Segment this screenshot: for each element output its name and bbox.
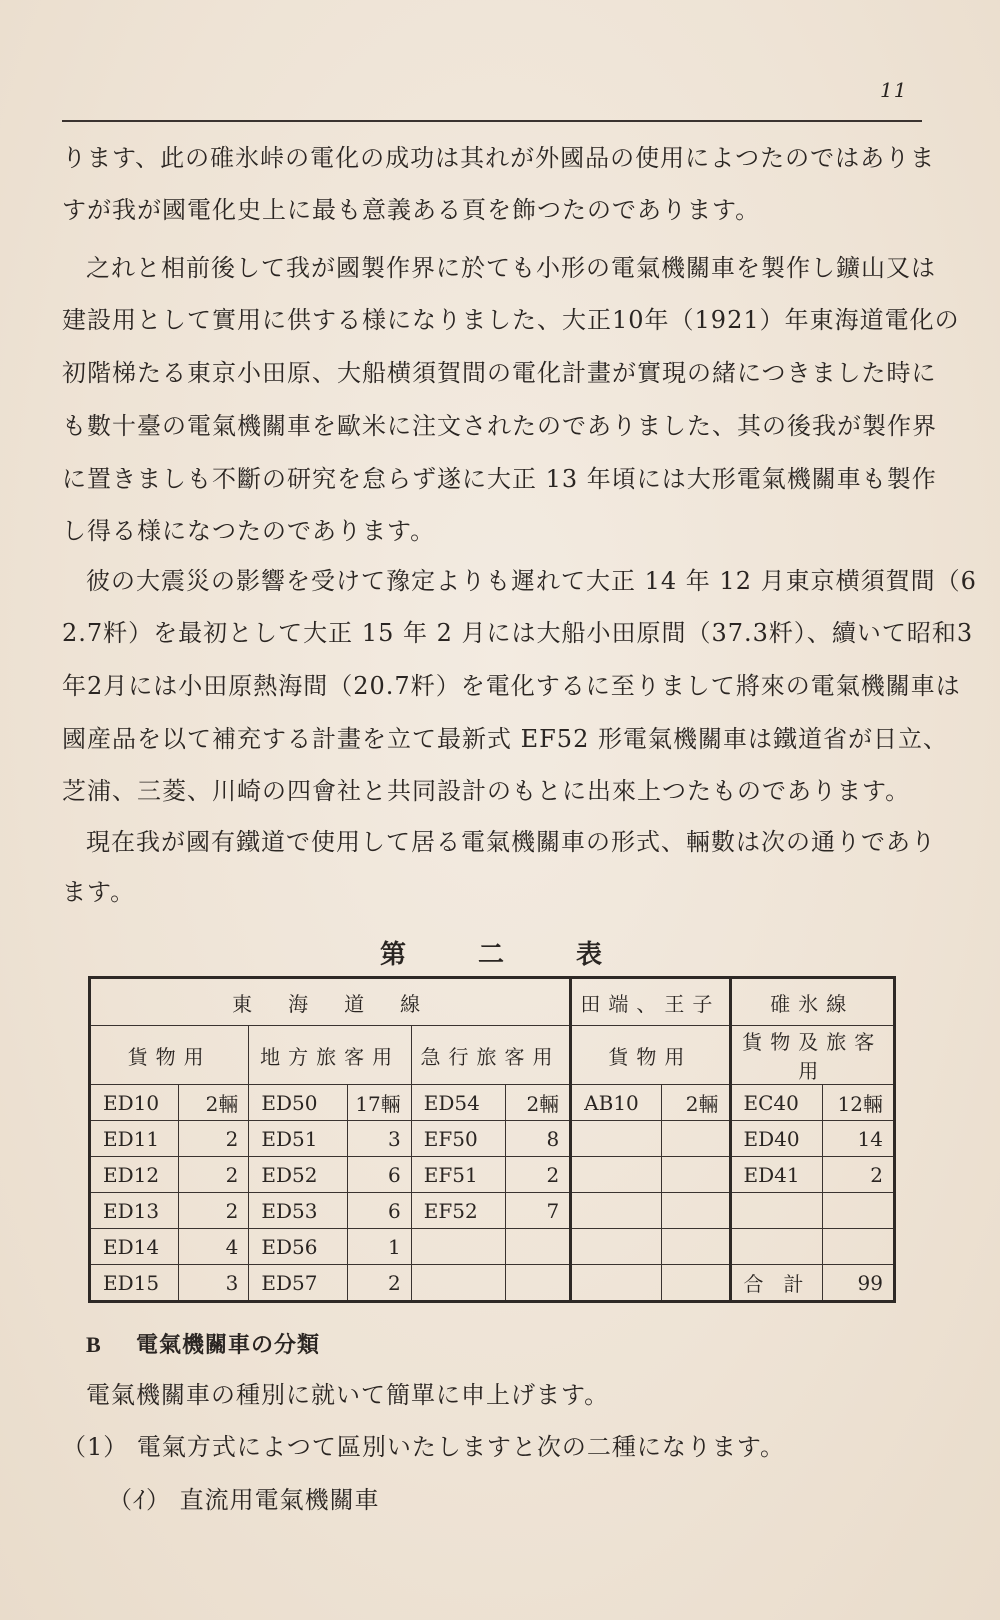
paragraph-line: 年2月には小田原熱海間（20.7粁）を電化するに至りまして將來の電氣機關車は xyxy=(62,672,961,700)
table-cell: 2 xyxy=(178,1193,249,1229)
table-cell xyxy=(730,1193,823,1229)
paragraph-line: も數十臺の電氣機關車を歐米に注文されたのでありました、其の後我が製作界 xyxy=(62,412,937,440)
paragraph-line: 初階梯たる東京小田原、大船横須賀間の電化計畫が實現の緒につきました時に xyxy=(62,359,937,387)
table-cell: EF51 xyxy=(411,1157,505,1193)
paragraph-line: 之れと相前後して我が國製作界に於ても小形の電氣機關車を製作し鑛山又は xyxy=(86,254,936,282)
paragraph-line: ります、此の碓氷峠の電化の成功は其れが外國品の使用によつたのではありま xyxy=(62,144,936,172)
section-letter: B xyxy=(86,1332,102,1357)
section-title: 電氣機關車の分類 xyxy=(136,1332,321,1358)
table-total-value: 99 xyxy=(823,1265,895,1302)
table-cell: 14 xyxy=(823,1121,895,1157)
group-usui: 碓氷線 xyxy=(730,978,894,1026)
table-sub-header xyxy=(90,1026,895,1085)
table-cell: 2 xyxy=(505,1157,571,1193)
subheader-cell: 貨物用 xyxy=(90,1026,249,1085)
subheader-cell: 貨物及旅客用 xyxy=(730,1026,894,1085)
paragraph-line: 國産品を以て補充する計畫を立て最新式 EF52 形電氣機關車は鐵道省が日立、 xyxy=(62,725,948,753)
table-cell xyxy=(661,1193,730,1229)
table-row xyxy=(90,1085,895,1121)
table-cell xyxy=(661,1157,730,1193)
list-item-number: （1） xyxy=(62,1433,129,1461)
table-cell xyxy=(823,1229,895,1265)
table-cell xyxy=(661,1265,730,1302)
table-cell: ED40 xyxy=(730,1121,823,1157)
table-cell: ED41 xyxy=(730,1157,823,1193)
table-group-header xyxy=(90,978,895,1026)
table-cell xyxy=(571,1157,662,1193)
table-cell xyxy=(571,1265,662,1302)
paragraph-line: すが我が國電化史上に最も意義ある頁を飾つたのであります。 xyxy=(62,196,761,224)
table-cell: 3 xyxy=(178,1265,249,1302)
header-rule xyxy=(62,120,922,122)
paragraph-line: 芝浦、三菱、川崎の四會社と共同設計のもとに出來上つたものであります。 xyxy=(62,777,911,805)
subheader-cell: 地方旅客用 xyxy=(249,1026,411,1085)
table-cell: ED51 xyxy=(249,1121,348,1157)
paragraph-line: に置きましも不斷の研究を怠らず遂に大正 13 年頃には大形電氣機關車も製作 xyxy=(62,465,937,493)
section-intro: 電氣機關車の種別に就いて簡單に申上げます。 xyxy=(86,1381,610,1409)
table-cell: 6 xyxy=(348,1157,412,1193)
paragraph-line: 彼の大震災の影響を受けて豫定よりも遲れて大正 14 年 12 月東京横須賀間（6 xyxy=(86,567,977,595)
table-cell: ED13 xyxy=(90,1193,179,1229)
table-cell: ED11 xyxy=(90,1121,179,1157)
table-cell: 17輛 xyxy=(348,1085,412,1121)
table-cell: AB10 xyxy=(571,1085,662,1121)
table-cell: 3 xyxy=(348,1121,412,1157)
table-row xyxy=(90,1193,895,1229)
table-cell: ED57 xyxy=(249,1265,348,1302)
subheader-cell: 急行旅客用 xyxy=(411,1026,570,1085)
paragraph-line: 建設用として實用に供する様になりました、大正10年（1921）年東海道電化の xyxy=(62,306,960,334)
sub-item-number: （ｲ） xyxy=(108,1486,171,1514)
table-row xyxy=(90,1121,895,1157)
table-cell xyxy=(505,1265,571,1302)
table-total-label: 合 計 xyxy=(730,1265,823,1302)
table-cell xyxy=(411,1229,505,1265)
list-item xyxy=(62,1432,932,1462)
table-cell: EC40 xyxy=(730,1085,823,1121)
paragraph-line: 現在我が國有鐵道で使用して居る電氣機關車の形式、輛數は次の通りであり xyxy=(86,828,936,856)
table-cell: 4 xyxy=(178,1229,249,1265)
table-cell xyxy=(571,1121,662,1157)
table-cell: 2 xyxy=(348,1265,412,1302)
table-cell: 2 xyxy=(823,1157,895,1193)
table-cell: EF50 xyxy=(411,1121,505,1157)
table-cell xyxy=(505,1229,571,1265)
table-cell: 2 xyxy=(178,1157,249,1193)
table-cell: ED52 xyxy=(249,1157,348,1193)
section-heading xyxy=(86,1328,320,1359)
page-number: 11 xyxy=(880,78,908,102)
table-cell: 6 xyxy=(348,1193,412,1229)
table-cell xyxy=(571,1229,662,1265)
table-row xyxy=(90,1229,895,1265)
table-cell xyxy=(661,1121,730,1157)
table-cell xyxy=(411,1265,505,1302)
sub-list-item xyxy=(108,1485,978,1515)
table-row xyxy=(90,1157,895,1193)
group-tokaido: 東 海 道 線 xyxy=(90,978,571,1026)
sub-item-text: 直流用電氣機關車 xyxy=(179,1486,380,1514)
paragraph-line: ます。 xyxy=(62,878,136,906)
table-cell: ED12 xyxy=(90,1157,179,1193)
table-cell: ED10 xyxy=(90,1085,179,1121)
table-cell: ED56 xyxy=(249,1229,348,1265)
table-cell: 2輛 xyxy=(505,1085,571,1121)
table-cell: ED14 xyxy=(90,1229,179,1265)
table-cell xyxy=(823,1193,895,1229)
table-cell xyxy=(661,1229,730,1265)
group-tabata-oji: 田端、王子 xyxy=(571,978,730,1026)
table-cell: 2輛 xyxy=(661,1085,730,1121)
table-cell: ED15 xyxy=(90,1265,179,1302)
table-cell: 8 xyxy=(505,1121,571,1157)
table-cell: 2輛 xyxy=(178,1085,249,1121)
table-cell: 12輛 xyxy=(823,1085,895,1121)
table-cell: ED54 xyxy=(411,1085,505,1121)
table-cell: EF52 xyxy=(411,1193,505,1229)
paragraph-line: し得る様になつたのであります。 xyxy=(62,517,436,545)
locomotive-table xyxy=(88,976,896,1303)
subheader-cell: 貨物用 xyxy=(571,1026,730,1085)
table-cell xyxy=(730,1229,823,1265)
table-cell: ED53 xyxy=(249,1193,348,1229)
table-cell: ED50 xyxy=(249,1085,348,1121)
table-cell: 1 xyxy=(348,1229,412,1265)
table-row xyxy=(90,1265,895,1302)
table-cell: 2 xyxy=(178,1121,249,1157)
table-cell xyxy=(571,1193,662,1229)
paragraph-line: 2.7粁）を最初として大正 15 年 2 月には大船小田原間（37.3粁）、續いて昭和3 xyxy=(62,619,974,647)
list-item-text: 電氣方式によつて區別いたしますと次の二種になります。 xyxy=(136,1433,785,1461)
table-cell: 7 xyxy=(505,1193,571,1229)
table-caption: 第 二 表 xyxy=(380,940,603,970)
